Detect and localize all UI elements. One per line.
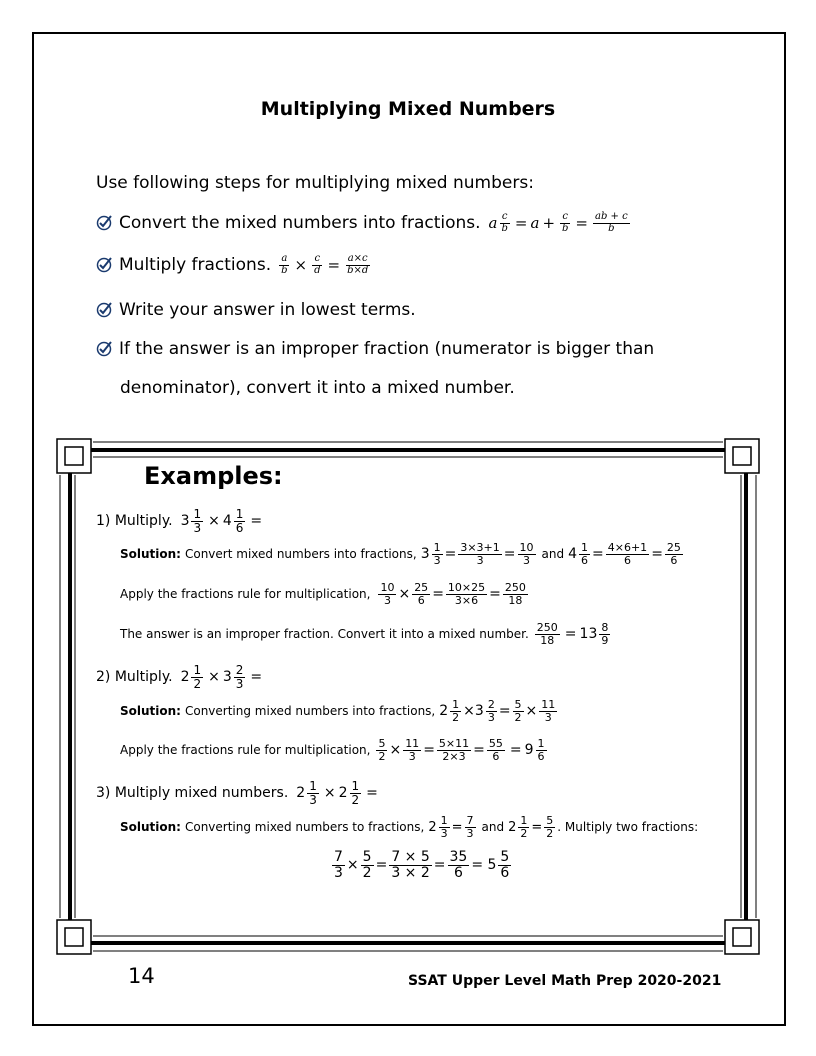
- q3-solution-text: Converting mixed numbers to fractions,: [184, 820, 425, 835]
- footer-text: SSAT Upper Level Math Prep 2020-2021: [408, 973, 722, 989]
- checkbox-checked-icon: [96, 341, 112, 357]
- step-1-text: Convert the mixed numbers into fractions.: [119, 213, 481, 233]
- mixed-to-fraction-formula: a $\frac{c}{b}$ = a + $\frac{c}{b}$ = $\frac{ab + c}{b}$: [488, 211, 628, 234]
- step-3: [96, 300, 416, 320]
- question-1: 1) Multiply. 3 $\frac{1}{3}$ × 4 $\frac{1}{6}$ =: [96, 507, 263, 535]
- q1-apply-line: Apply the fractions rule for multiplication, $\frac{10}{3}$ × $\frac{25}{6}$ = $\frac{10\times 25}{3\times 6}$ = $\frac{250}{18}$: [120, 581, 526, 607]
- q2-solution-line: Solution: Converting mixed numbers into fractions, 2 $\frac{1}{2}$ ×3 $\frac{2}{3}$ = $\frac{5}{2}$ × $\frac{11}{3}$: [120, 698, 556, 724]
- q2-apply-text: Apply the fractions rule for multiplication,: [120, 743, 371, 758]
- q1-solution-text: Convert mixed numbers into fractions,: [184, 547, 417, 562]
- checkbox-checked-icon: [96, 215, 112, 231]
- checkbox-checked-icon: [96, 257, 112, 273]
- q1-and: and: [541, 547, 565, 562]
- q3-final-computation: $\frac{7}{3}$ × $\frac{5}{2}$ = $\frac{7 \times 5}{3 \times 2}$ = $\frac{35}{6}$ = 5 $\frac{5}{6}$: [334, 849, 510, 881]
- question-3-label: 3) Multiply mixed numbers.: [96, 785, 289, 802]
- step-4: [96, 339, 654, 359]
- q1-apply-text: Apply the fractions rule for multiplication,: [120, 587, 371, 602]
- q2-apply-line: Apply the fractions rule for multiplication, $\frac{5}{2}$ × $\frac{11}{3}$ = $\frac{5\times 11}{2\times 3}$ = $\frac{55}{6}$ = 9 $\frac{1}{6}$: [120, 737, 545, 763]
- q1-answer-line: The answer is an improper fraction. Convert it into a mixed number. $\frac{250}{18}$ = 13 $\frac{8}{9}$: [120, 621, 609, 647]
- q3-solution-line: Solution: Converting mixed numbers to fractions, 2 $\frac{1}{3}$ = $\frac{7}{3}$ and 2 $\frac{1}{2}$ = $\frac{5}{2}$ . Multiply two fractions:: [120, 814, 699, 840]
- question-2: 2) Multiply. 2 $\frac{1}{2}$ × 3 $\frac{2}{3}$ =: [96, 663, 263, 691]
- page-title: Multiplying Mixed Numbers: [260, 98, 556, 120]
- q1-solution-line: Solution: Convert mixed numbers into fractions, 3 $\frac{1}{3}$ = $\frac{3\times 3+1}{3}$ = $\frac{10}{3}$ and 4 $\frac{1}{6}$ = $\frac{4\times 6+1}{6}$ = $\frac{25}{6}$: [120, 541, 681, 567]
- step-2-text: Multiply fractions.: [119, 255, 272, 275]
- solution-label: Solution:: [120, 547, 181, 562]
- question-3: 3) Multiply mixed numbers. 2 $\frac{1}{3}$ × 2 $\frac{1}{2}$ =: [96, 779, 378, 807]
- page-number: 14: [128, 964, 155, 988]
- q3-tail-text: . Multiply two fractions:: [557, 820, 699, 835]
- multiply-fractions-formula: $\frac{a}{b}$ × $\frac{c}{d}$ = $\frac{a\times c}{b\times d}$: [281, 253, 369, 276]
- solution-label: Solution:: [120, 820, 181, 835]
- step-1: [96, 212, 632, 234]
- step-2: [96, 254, 372, 276]
- step-4-text-line1: If the answer is an improper fraction (numerator is bigger than: [119, 339, 655, 359]
- step-4-text-line2: denominator), convert it into a mixed number.: [120, 378, 515, 398]
- question-2-label: 2) Multiply.: [96, 669, 173, 686]
- question-1-label: 1) Multiply.: [96, 513, 173, 530]
- checkbox-checked-icon: [96, 302, 112, 318]
- solution-label: Solution:: [120, 704, 181, 719]
- q3-and: and: [481, 820, 505, 835]
- step-3-text: Write your answer in lowest terms.: [119, 300, 416, 320]
- intro-text: Use following steps for multiplying mixed numbers:: [96, 173, 534, 193]
- q2-solution-text: Converting mixed numbers into fractions,: [184, 704, 436, 719]
- q1-answer-text: The answer is an improper fraction. Convert it into a mixed number.: [120, 627, 529, 642]
- examples-heading: Examples:: [144, 462, 283, 490]
